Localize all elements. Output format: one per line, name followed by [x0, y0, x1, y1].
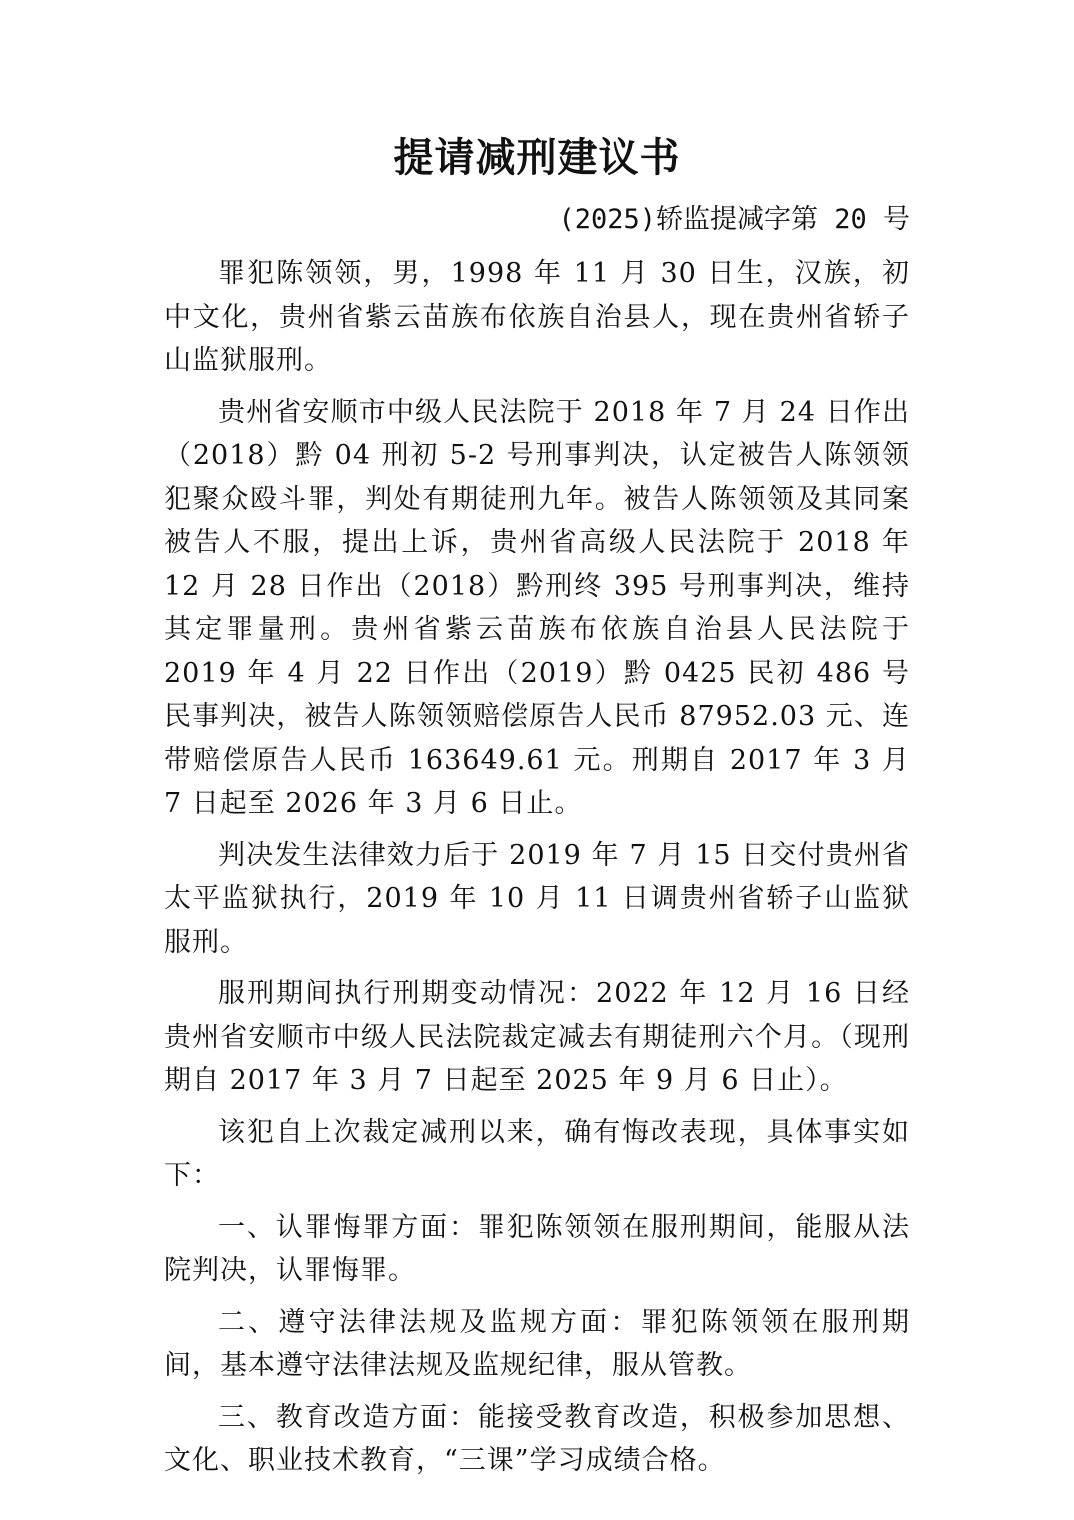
- document-title: 提请减刑建议书: [393, 134, 681, 181]
- paragraph-point-one: 一、认罪悔罪方面：罪犯陈领领在服刑期间，能服从法院判决，认罪悔罪。: [164, 1211, 910, 1286]
- document-body: [164, 252, 910, 1491]
- paragraph-sentence-changes: 服刑期间执行刑期变动情况：2022 年 12 月 16 日经贵州省安顺市中级人民法院裁定减去有期徒刑六个月。（现刑期自 2017 年 3 月 7 日起至 2025 年 9 月 6 日止）。: [164, 978, 910, 1096]
- paragraph-point-two: 二、遵守法律法规及监规方面：罪犯陈领领在服刑期间，基本遵守法律法规及监规纪律，服从管教。: [164, 1306, 910, 1381]
- document-number: (2025)轿监提减字第 20 号: [558, 204, 910, 235]
- paragraph-criminal-info: 罪犯陈领领，男，1998 年 11 月 30 日生，汉族，初中文化，贵州省紫云苗族布依族自治县人，现在贵州省轿子山监狱服刑。: [164, 258, 910, 376]
- paragraph-judgment-history: 贵州省安顺市中级人民法院于 2018 年 7 月 24 日作出（2018）黔 04 刑初 5-2 号刑事判决，认定被告人陈领领犯聚众殴斗罪，判处有期徒刑九年。被告人陈领领及其同案被告人不服，提出上诉，贵州省高级人民法院于 2018 年 12 月 28 日作出（2018）黔刑终 395 号刑事判决，维持其定罪量刑。贵州省紫云苗族布依族自治县人民法院于 2019 年 4 月 22 日作出（2019）黔 0425 民初 486 号民事判决，被告人陈领领赔偿原告人民币 87952.03 元、连带赔偿原告人民币 163649.61 元。刑期自 2017 年 3 月 7 日起至 2026 年 3 月 6 日止。: [164, 396, 910, 819]
- paragraph-repentance-intro: 该犯自上次裁定减刑以来，确有悔改表现，具体事实如下：: [164, 1116, 910, 1191]
- paragraph-custody-transfer: 判决发生法律效力后于 2019 年 7 月 15 日交付贵州省太平监狱执行，2019 年 10 月 11 日调贵州省轿子山监狱服刑。: [164, 839, 910, 958]
- paragraph-point-three: 三、教育改造方面：能接受教育改造，积极参加思想、文化、职业技术教育，“三课”学习成绩合格。: [164, 1401, 910, 1476]
